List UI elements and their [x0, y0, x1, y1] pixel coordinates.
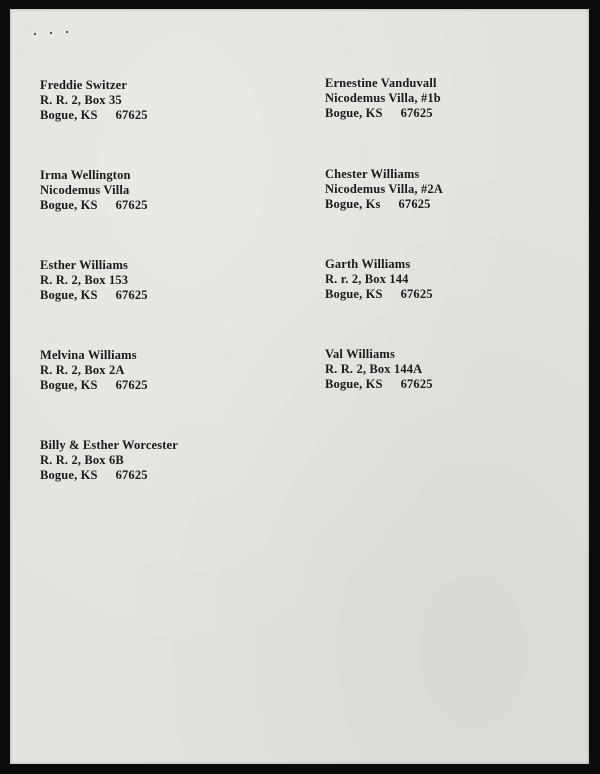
address-label [325, 76, 565, 121]
label-city-zip [40, 288, 280, 303]
label-zip: 67625 [115, 198, 148, 212]
document-page [10, 9, 589, 764]
label-name: Ernestine Vanduvall [325, 76, 437, 90]
label-address: R. R. 2, Box 153 [40, 273, 129, 287]
label-name: Chester Williams [325, 167, 420, 181]
label-city: Bogue, KS [325, 106, 383, 120]
label-city-zip [325, 377, 565, 392]
label-city: Bogue, KS [40, 378, 98, 392]
label-zip: 67625 [400, 106, 433, 120]
label-zip: 67625 [400, 377, 433, 391]
label-address: Nicodemus Villa, #2A [325, 182, 443, 196]
address-label [325, 347, 565, 392]
address-label [40, 258, 280, 303]
label-city-zip [325, 106, 565, 121]
label-city: Bogue, KS [325, 377, 383, 391]
label-address: Nicodemus Villa, #1b [325, 91, 441, 105]
address-label [40, 348, 280, 393]
label-city: Bogue, KS [40, 108, 98, 122]
label-name: Esther Williams [40, 258, 129, 272]
label-city: Bogue, KS [40, 198, 98, 212]
label-city: Bogue, KS [40, 288, 98, 302]
label-address: R. R. 2, Box 6B [40, 453, 124, 467]
label-name: Garth Williams [325, 257, 411, 271]
label-name: Billy & Esther Worcester [40, 438, 178, 452]
address-label [40, 78, 280, 123]
label-address: R. R. 2, Box 144A [325, 362, 423, 376]
address-label [40, 438, 280, 483]
label-city: Bogue, KS [40, 468, 98, 482]
speck [50, 32, 52, 34]
label-city-zip [325, 287, 565, 302]
paper-specks [34, 29, 74, 37]
label-name: Irma Wellington [40, 168, 131, 182]
address-label [325, 167, 565, 212]
label-city-zip [40, 378, 280, 393]
address-label [325, 257, 565, 302]
label-city-zip [325, 197, 565, 212]
address-label [40, 168, 280, 213]
label-name: Val Williams [325, 347, 395, 361]
label-zip: 67625 [400, 287, 433, 301]
label-city-zip [40, 468, 280, 483]
label-address: R. r. 2, Box 144 [325, 272, 409, 286]
label-zip: 67625 [115, 378, 148, 392]
label-address: R. R. 2, Box 2A [40, 363, 125, 377]
speck [34, 33, 36, 35]
label-city: Bogue, KS [325, 287, 383, 301]
label-city-zip [40, 108, 280, 123]
label-name: Melvina Williams [40, 348, 137, 362]
label-zip: 67625 [115, 288, 148, 302]
label-zip: 67625 [115, 468, 148, 482]
label-address: R. R. 2, Box 35 [40, 93, 122, 107]
label-city-zip [40, 198, 280, 213]
label-zip: 67625 [115, 108, 148, 122]
label-address: Nicodemus Villa [40, 183, 130, 197]
label-zip: 67625 [398, 197, 431, 211]
speck [66, 31, 68, 33]
label-city: Bogue, Ks [325, 197, 381, 211]
label-name: Freddie Switzer [40, 78, 128, 92]
